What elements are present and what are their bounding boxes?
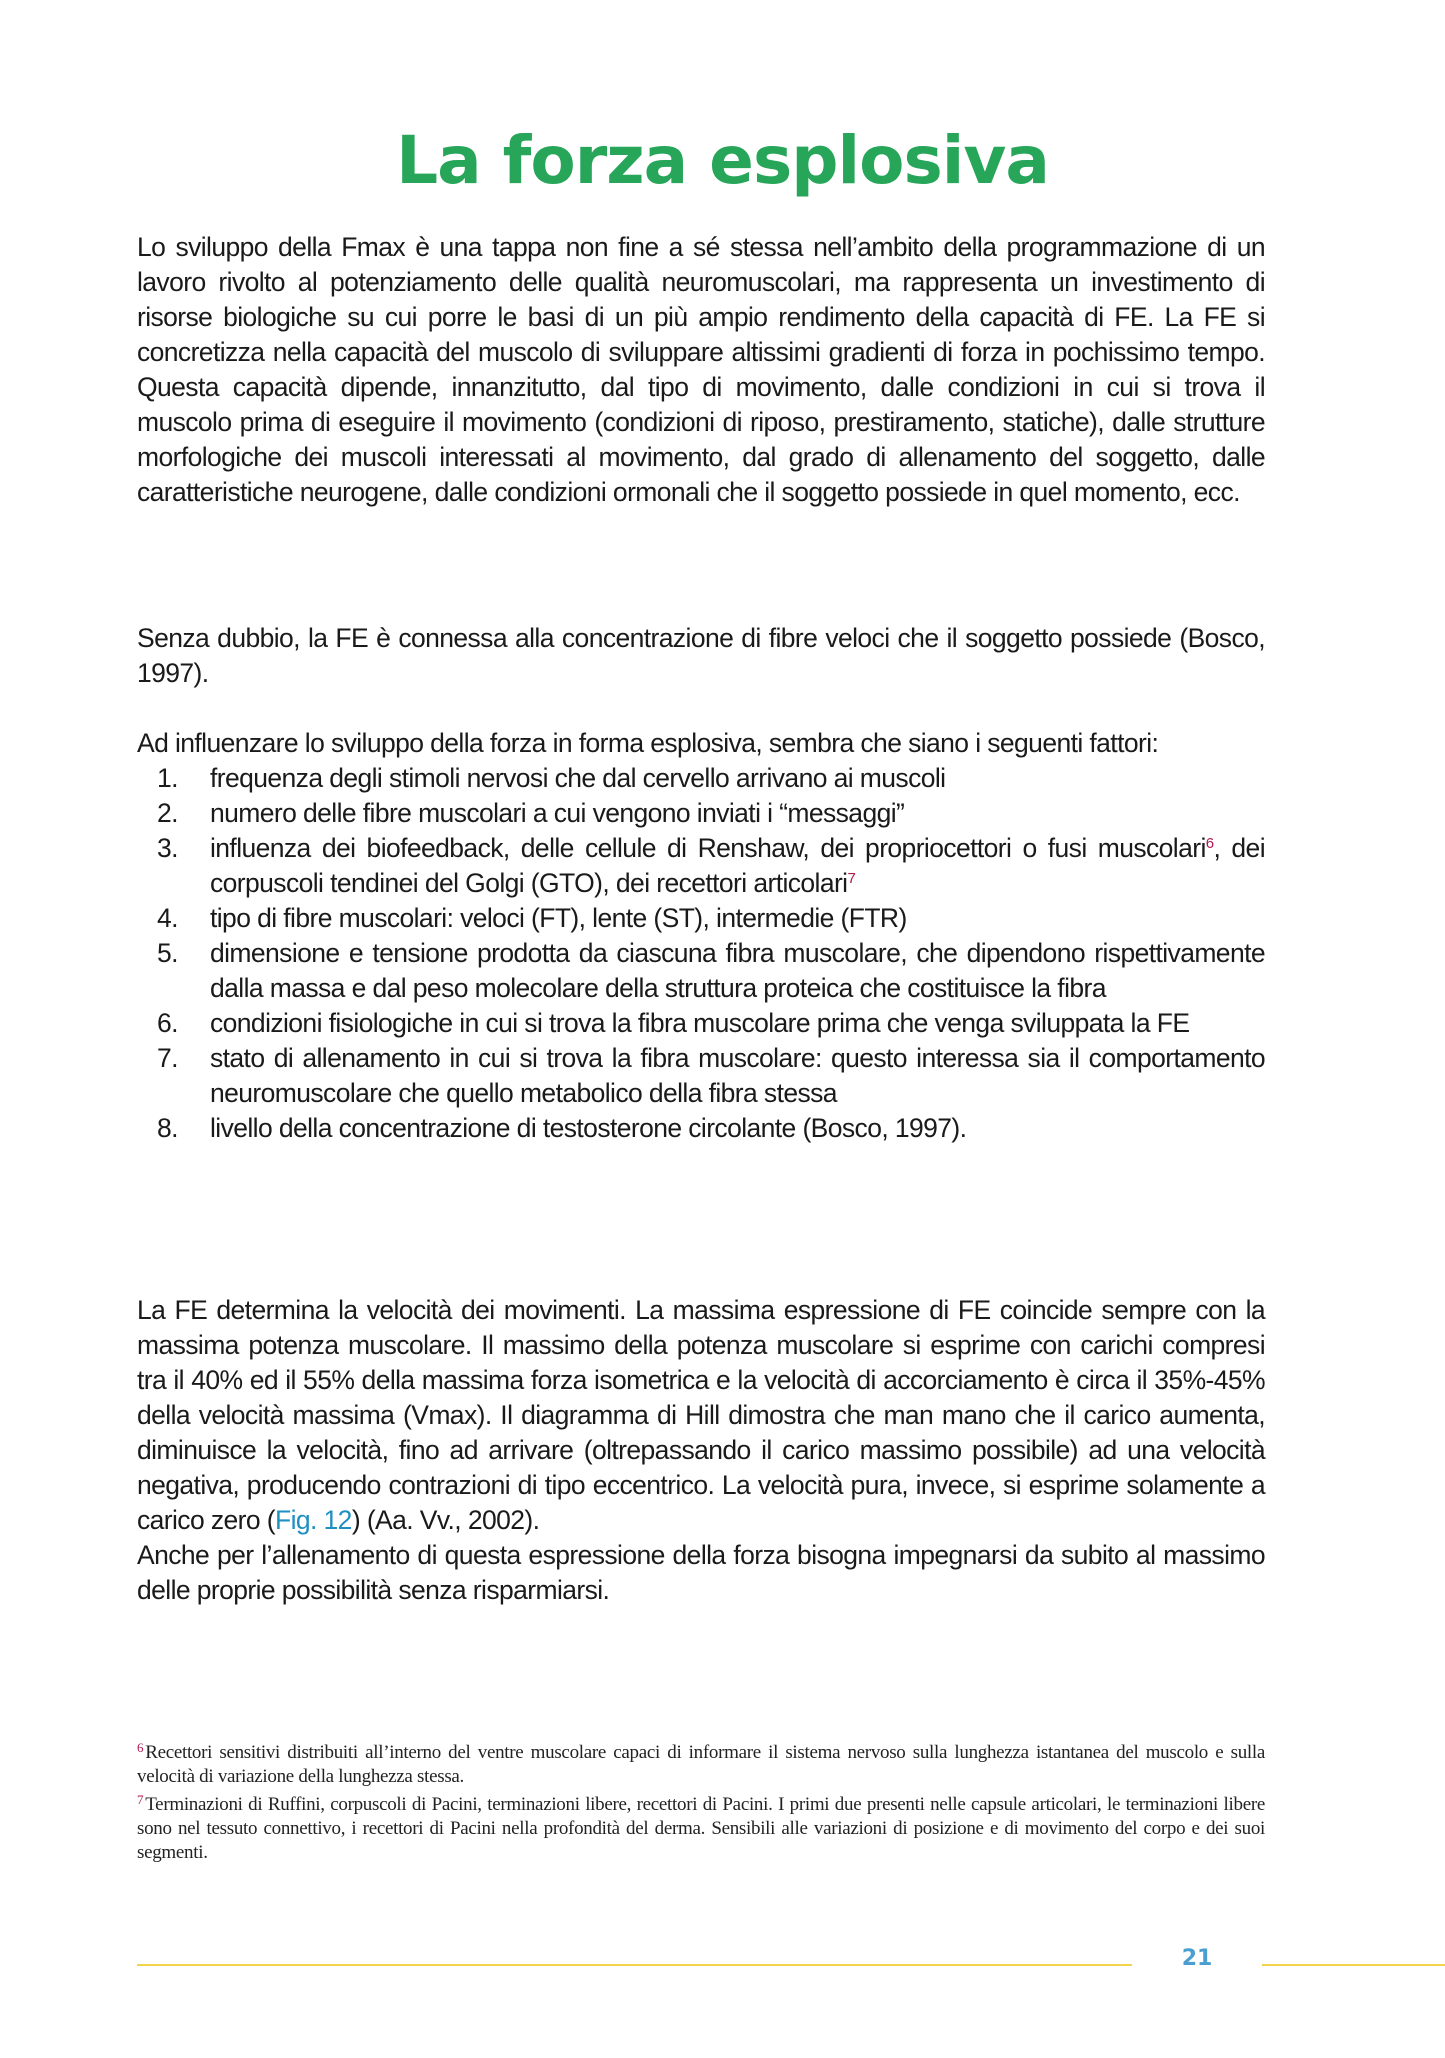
list-item-text: condizioni fisiologiche in cui si trova la fibra muscolare prima che venga sviluppata la FE bbox=[210, 1008, 1190, 1038]
list-item bbox=[137, 936, 1265, 1006]
footer-rule-left bbox=[137, 1964, 1132, 1966]
list-item bbox=[137, 831, 1265, 901]
list-item-text: numero delle fibre muscolari a cui vengono inviati i “messaggi” bbox=[210, 798, 905, 828]
footnote-6 bbox=[137, 1741, 1265, 1789]
paragraph-text: Senza dubbio, la FE è connessa alla concentrazione di fibre veloci che il soggetto possiede (Bosco, 1997). bbox=[137, 623, 1265, 688]
list-number: 1. bbox=[157, 763, 178, 793]
list-item bbox=[137, 1006, 1265, 1041]
list-number: 4. bbox=[157, 903, 178, 933]
paragraph-text-part: La FE determina la velocità dei movimenti. La massima espressione di FE coincide sempre con la massima potenza muscolare. Il massimo della potenza muscolare si esprime con carichi compresi tra il 40% ed il 55% della massima forza isometrica e la velocità di accorciamento è circa il 35%-45% della velocità massima (Vmax). Il diagramma di Hill dimostra che man mano che il carico aumenta, diminuisce la velocità, fino ad arrivare (oltrepassando il carico massimo possibile) ad una velocità negativa, producendo contrazioni di tipo eccentrico. La velocità pura, invece, si esprime solamente a carico zero ( bbox=[137, 1295, 1265, 1535]
footnote-marker: 6 bbox=[137, 1740, 144, 1755]
footnote-text: Terminazioni di Ruffini, corpuscoli di Pacini, terminazioni libere, recettori di Pacini. I primi due presenti nelle capsule articolari, le terminazioni libere sono nel tessuto connettivo, i recettori di Pacini nella profondità del derma. Sensibili alle variazioni di posizione e di movimento del corpo e dei suoi segmenti. bbox=[137, 1794, 1265, 1863]
figure-link[interactable]: Fig. 12 bbox=[275, 1505, 352, 1535]
footnote-7 bbox=[137, 1793, 1265, 1865]
paragraph-text bbox=[137, 1293, 1265, 1538]
list-item bbox=[137, 1041, 1265, 1111]
list-item-text: livello della concentrazione di testosterone circolante (Bosco, 1997). bbox=[210, 1113, 967, 1143]
factors-section bbox=[137, 726, 1265, 1146]
footnote-ref-6[interactable]: 6 bbox=[1205, 835, 1214, 852]
paragraph-text: Lo sviluppo della Fmax è una tappa non fine a sé stessa nell’ambito della programmazione di un lavoro rivolto al potenziamento delle qualità neuromuscolari, ma rappresenta un investimento di risorse biologiche su cui porre le basi di un più ampio rendimento della capacità di FE. La FE si concretizza nella capacità del muscolo di sviluppare altissimi gradienti di forza in pochissimo tempo. Questa capacità dipende, innanzitutto, dal tipo di movimento, dalle condizioni in cui si trova il muscolo prima di eseguire il movimento (condizioni di riposo, prestiramento, statiche), dalle strutture morfologiche dei muscoli interessati al movimento, dal grado di allenamento del soggetto, dalle caratteristiche neurogene, dalle condizioni ormonali che il soggetto possiede in quel momento, ecc. bbox=[137, 232, 1265, 507]
list-number: 6. bbox=[157, 1008, 178, 1038]
list-number: 8. bbox=[157, 1113, 178, 1143]
list-item-text: tipo di fibre muscolari: veloci (FT), lente (ST), intermedie (FTR) bbox=[210, 903, 907, 933]
footnote-ref-7[interactable]: 7 bbox=[847, 870, 856, 887]
list-number: 3. bbox=[157, 833, 178, 863]
list-item-text: , dei corpuscoli tendinei del Golgi (GTO), dei recettori articolari bbox=[210, 833, 1265, 898]
footnote-text: Recettori sensitivi distribuiti all’interno del ventre muscolare capaci di informare il sistema nervoso sulla lunghezza istantanea del muscolo e sulla velocità di variazione della lunghezza stessa. bbox=[137, 1742, 1265, 1787]
list-item-text: stato di allenamento in cui si trova la fibra muscolare: questo interessa sia il comportamento neuromuscolare che quello metabolico della fibra stessa bbox=[210, 1043, 1265, 1108]
paragraph-intro bbox=[137, 230, 1265, 510]
list-item bbox=[137, 761, 1265, 796]
list-number: 7. bbox=[157, 1043, 178, 1073]
factors-intro: Ad influenzare lo sviluppo della forza in forma esplosiva, sembra che siano i seguenti fattori: bbox=[137, 728, 1159, 758]
footer-rule-right bbox=[1262, 1964, 1445, 1966]
footnote-marker: 7 bbox=[137, 1792, 144, 1807]
paragraph-text-part: ) (Aa. Vv., 2002). bbox=[351, 1505, 540, 1535]
list-item-text: dimensione e tensione prodotta da ciascuna fibra muscolare, che dipendono rispettivamente dalla massa e dal peso molecolare della struttura proteica che costituisce la fibra bbox=[210, 938, 1265, 1003]
paragraph-power-velocity bbox=[137, 1293, 1265, 1608]
list-item bbox=[137, 796, 1265, 831]
list-item bbox=[137, 901, 1265, 936]
footnotes bbox=[137, 1741, 1265, 1869]
list-number: 5. bbox=[157, 938, 178, 968]
list-item bbox=[137, 1111, 1265, 1146]
factors-list bbox=[137, 761, 1265, 1146]
paragraph-text: Anche per l’allenamento di questa espressione della forza bisogna impegnarsi da subito al massimo delle proprie possibilità senza risparmiarsi. bbox=[137, 1540, 1265, 1605]
page-title: La forza esplosiva bbox=[396, 122, 1049, 199]
paragraph-fast-fibres bbox=[137, 621, 1265, 691]
list-item-text: influenza dei biofeedback, delle cellule di Renshaw, dei propriocettori o fusi muscolari bbox=[210, 833, 1206, 863]
list-number: 2. bbox=[157, 798, 178, 828]
page-number: 21 bbox=[1181, 1946, 1213, 1971]
list-item-text: frequenza degli stimoli nervosi che dal cervello arrivano ai muscoli bbox=[210, 763, 946, 793]
